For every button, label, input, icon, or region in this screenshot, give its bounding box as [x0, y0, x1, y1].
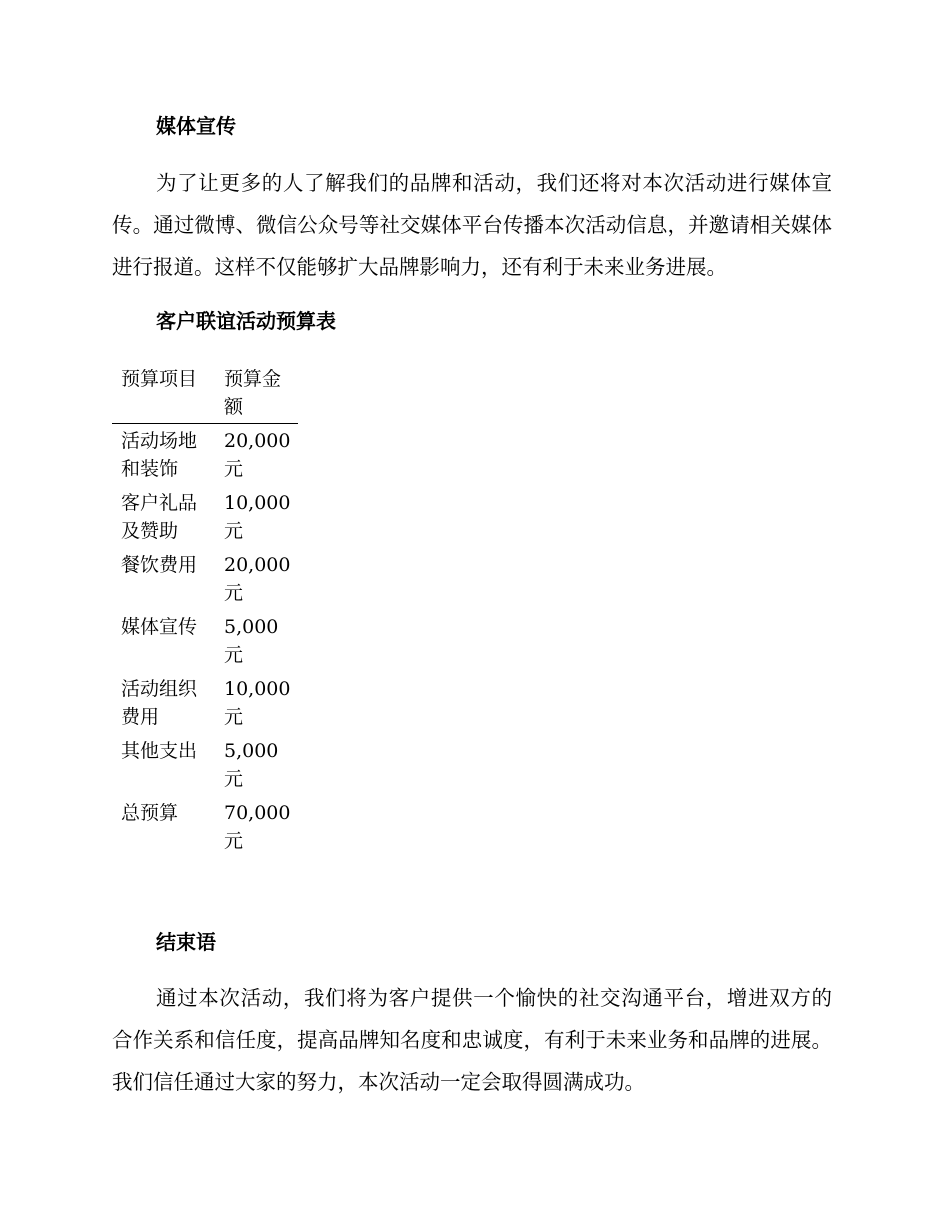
budget-table	[112, 360, 298, 858]
media-paragraph: 为了让更多的人了解我们的品牌和活动，我们还将对本次活动进行媒体宣传。通过微博、微信公众号等社交媒体平台传播本次活动信息，并邀请相关媒体进行报道。这样不仅能够扩大品牌影响力，还有利于未来业务进展。	[112, 171, 832, 279]
budget-item-cell: 媒体宣传	[121, 616, 198, 638]
budget-item-cell: 餐饮费用	[121, 554, 198, 576]
budget-amount-cell: 5,000元	[224, 616, 279, 666]
budget-amount-cell: 20,000元	[224, 554, 291, 604]
column-header-item: 预算项目	[121, 368, 198, 390]
budget-amount-cell: 20,000元	[224, 430, 291, 480]
budget-item-cell: 活动组织费用	[121, 678, 198, 728]
budget-item-cell: 活动场地和装饰	[121, 430, 198, 480]
budget-amount-cell: 70,000元	[224, 802, 291, 852]
budget-table-heading: 客户联谊活动预算表	[156, 309, 336, 333]
table-row	[112, 672, 298, 734]
budget-item-cell: 其他支出	[121, 740, 198, 762]
table-row	[112, 424, 298, 487]
table-row-total	[112, 796, 298, 858]
budget-item-cell: 总预算	[121, 802, 179, 824]
budget-amount-cell: 10,000元	[224, 678, 291, 728]
conclusion-heading: 结束语	[156, 930, 216, 954]
table-row	[112, 548, 298, 610]
budget-amount-cell: 5,000元	[224, 740, 279, 790]
table-row	[112, 610, 298, 672]
table-row	[112, 734, 298, 796]
column-header-amount: 预算金额	[224, 368, 282, 418]
budget-amount-cell: 10,000元	[224, 492, 291, 542]
table-header-row	[112, 360, 298, 424]
conclusion-paragraph: 通过本次活动，我们将为客户提供一个愉快的社交沟通平台，增进双方的合作关系和信任度，提高品牌知名度和忠诚度，有利于未来业务和品牌的进展。我们信任通过大家的努力，本次活动一定会取得圆满成功。	[112, 986, 832, 1094]
media-heading: 媒体宣传	[156, 114, 236, 138]
budget-item-cell: 客户礼品及赞助	[121, 492, 198, 542]
table-row	[112, 486, 298, 548]
